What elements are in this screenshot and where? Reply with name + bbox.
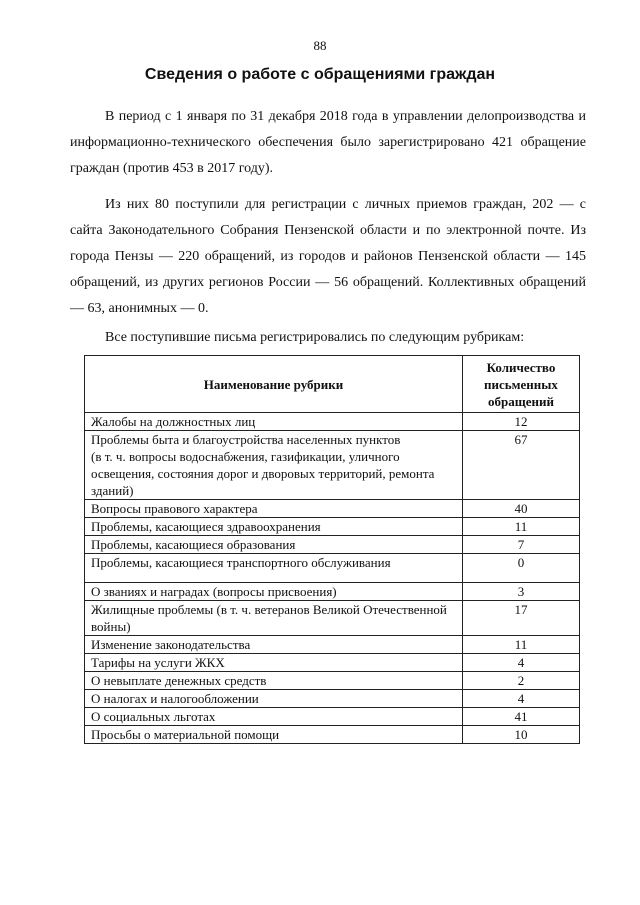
rubric-count: 11: [463, 518, 580, 536]
rubric-count: 12: [463, 413, 580, 431]
rubric-count: 3: [463, 583, 580, 601]
table-row: [85, 601, 580, 636]
header-rubric-name: Наименование рубрики: [85, 356, 463, 413]
rubric-name: Проблемы, касающиеся транспортного обслуживания: [85, 554, 463, 583]
rubrics-table: [84, 355, 580, 744]
table-row: [85, 726, 580, 744]
rubric-count: 2: [463, 672, 580, 690]
rubric-count: 41: [463, 708, 580, 726]
rubric-name: Тарифы на услуги ЖКХ: [85, 654, 463, 672]
rubric-name: Проблемы быта и благоустройства населенных пунктов: [91, 432, 401, 447]
rubric-name: Проблемы, касающиеся образования: [85, 536, 463, 554]
rubric-name: О социальных льготах: [85, 708, 463, 726]
table-row: [85, 636, 580, 654]
rubric-count: 7: [463, 536, 580, 554]
table-row: [85, 536, 580, 554]
rubric-name: Жалобы на должностных лиц: [85, 413, 463, 431]
intro-paragraph: В период с 1 января по 31 декабря 2018 года в управлении делопроизводства и информационно-технического обеспечения было зарегистрировано 421 обращение граждан (против 453 в 2017 году).: [70, 109, 586, 176]
table-row: [85, 500, 580, 518]
rubric-note: (в т. ч. вопросы водоснабжения, газификации, уличного освещения, состояния дорог и дворовых территорий, ремонта зданий): [91, 449, 435, 498]
rubric-name: Изменение законодательства: [85, 636, 463, 654]
rubric-count: 10: [463, 726, 580, 744]
table-row: [85, 690, 580, 708]
rubric-count: 40: [463, 500, 580, 518]
rubric-count: 67: [463, 431, 580, 500]
rubric-count: 17: [463, 601, 580, 636]
details-paragraph: Из них 80 поступили для регистрации с личных приемов граждан, 202 — с сайта Законодательного Собрания Пензенской области и по электронной почте. Из города Пензы — 220 обращений, из городов и районов Пензенской области — 145 обращений, из других регионов России — 56 обращений. Коллективных обращений — 63, анонимных — 0.: [70, 197, 586, 316]
header-letter-count: Количество письменных обращений: [463, 356, 580, 413]
table-row: [85, 708, 580, 726]
rubric-name: Просьбы о материальной помощи: [85, 726, 463, 744]
table-row: [85, 431, 580, 500]
table-row: [85, 518, 580, 536]
page-number: 88: [313, 38, 327, 53]
rubric-name: О невыплате денежных средств: [85, 672, 463, 690]
rubric-name: Проблемы, касающиеся здравоохранения: [85, 518, 463, 536]
rubric-count: 4: [463, 690, 580, 708]
page-title: Сведения о работе с обращениями граждан: [144, 66, 496, 83]
table-row: [85, 413, 580, 431]
table-row: [85, 654, 580, 672]
rubric-count: 4: [463, 654, 580, 672]
rubric-name-cell: [85, 431, 463, 500]
rubric-count: 0: [463, 554, 580, 583]
rubric-name: Жилищные проблемы (в т. ч. ветеранов Великой Отечественной войны): [85, 601, 463, 636]
rubric-name: О налогах и налогообложении: [85, 690, 463, 708]
table-header-row: [85, 356, 580, 413]
table-row: [85, 672, 580, 690]
rubric-count: 11: [463, 636, 580, 654]
table-caption: Все поступившие письма регистрировались по следующим рубрикам:: [105, 330, 525, 345]
rubric-name: О званиях и наградах (вопросы присвоения): [85, 583, 463, 601]
table-row: [85, 554, 580, 583]
table-row: [85, 583, 580, 601]
rubric-name: Вопросы правового характера: [85, 500, 463, 518]
